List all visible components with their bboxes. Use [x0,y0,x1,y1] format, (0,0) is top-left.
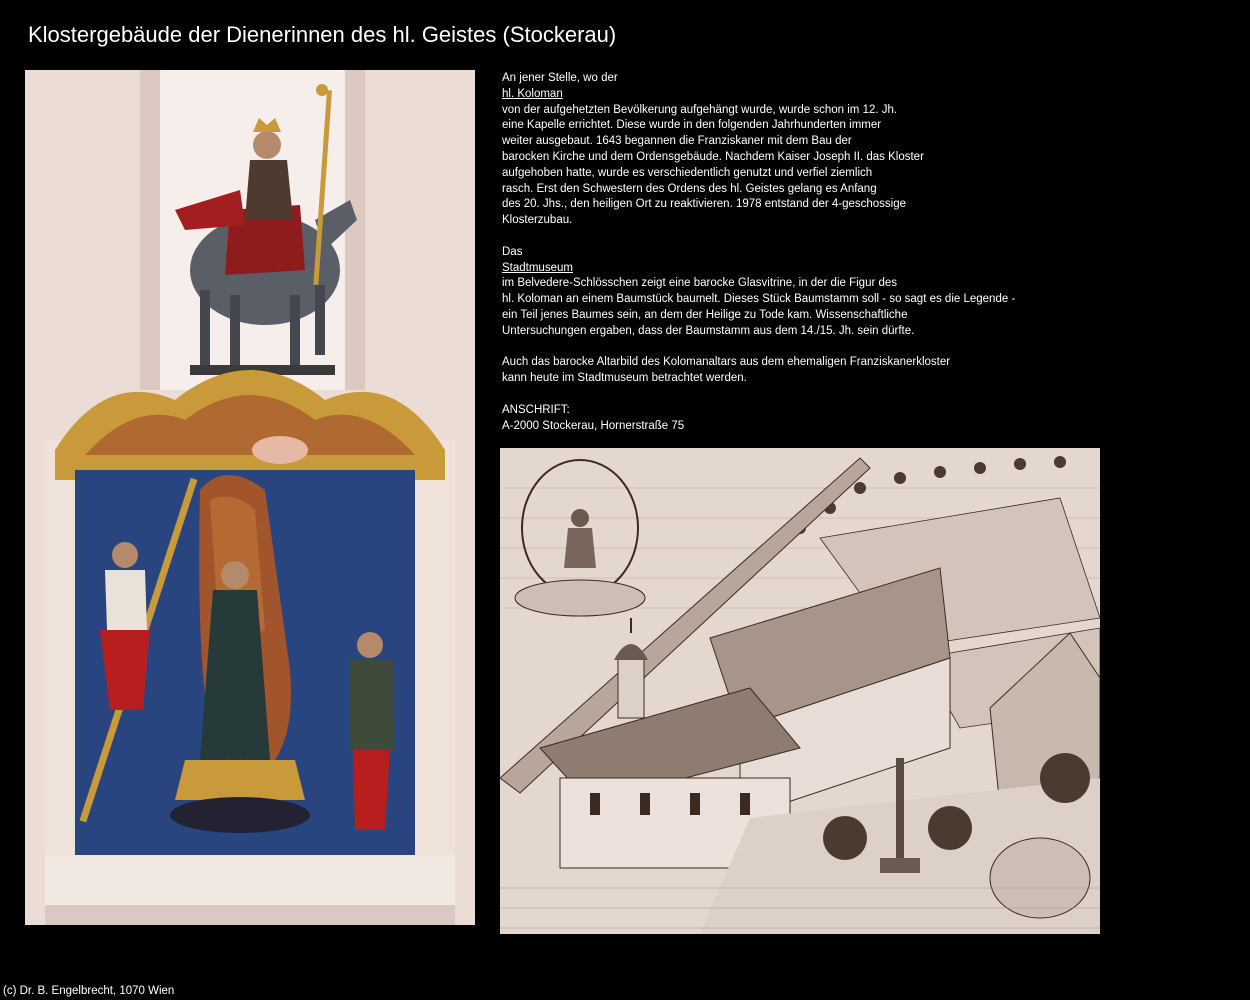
altar-line: kann heute im Stadtmuseum betrachtet werden. [502,372,747,385]
address-block [502,403,1062,435]
page-title: Klostergebäude der Dienerinnen des hl. Geistes (Stockerau) [28,22,617,47]
museum-line: im Belvedere-Schlösschen zeigt eine barocke Glasvitrine, in der die Figur des [502,277,898,290]
history-paragraph [502,71,1062,229]
museum-line: hl. Koloman an einem Baumstück baumelt. Dieses Stück Baumstamm soll - so sagt es die Legende - [502,293,1016,306]
history-line: von der aufgehetzten Bevölkerung aufgehängt wurde, wurde schon im 12. Jh. [502,103,898,116]
history-line: Klosterzubau. [502,214,573,227]
history-line: aufgehoben hatte, wurde es verschiedentlich genutzt und verfiel ziemlich [502,166,873,179]
description-text [502,71,1062,450]
museum-paragraph [502,245,1062,340]
history-line: rasch. Erst den Schwestern des Ordens des hl. Geistes gelang es Anfang [502,182,877,195]
museum-line: ein Teil jenes Baumes sein, an dem der Heilige zu Tode kam. Wissenschaftliche [502,308,908,321]
copyright-footer: (c) Dr. B. Engelbrecht, 1070 Wien [3,985,175,997]
koloman-link[interactable]: hl. Koloman [502,87,563,100]
monastery-engraving [500,448,1100,934]
museum-line: Untersuchungen ergaben, dass der Baumstamm aus dem 14./15. Jh. sein dürfte. [502,324,915,337]
history-line: An jener Stelle, wo der [502,72,618,84]
museum-line: Das [502,245,523,258]
address-label: ANSCHRIFT: [502,403,570,416]
stadtmuseum-link[interactable]: Stadtmuseum [502,261,573,274]
vitrine-photo [25,70,475,925]
history-line: des 20. Jhs., den heiligen Ort zu reaktivieren. 1978 entstand der 4-geschossige [502,198,907,211]
altar-paragraph [502,355,1062,387]
altar-line: Auch das barocke Altarbild des Kolomanaltars aus dem ehemaligen Franziskanerkloster [502,356,951,369]
history-line: weiter ausgebaut. 1643 begannen die Franziskaner mit dem Bau der [502,135,852,148]
history-line: barocken Kirche und dem Ordensgebäude. Nachdem Kaiser Joseph II. das Kloster [502,150,924,163]
address-value: A-2000 Stockerau, Hornerstraße 75 [502,419,685,432]
history-line: eine Kapelle errichtet. Diese wurde in den folgenden Jahrhunderten immer [502,119,882,132]
